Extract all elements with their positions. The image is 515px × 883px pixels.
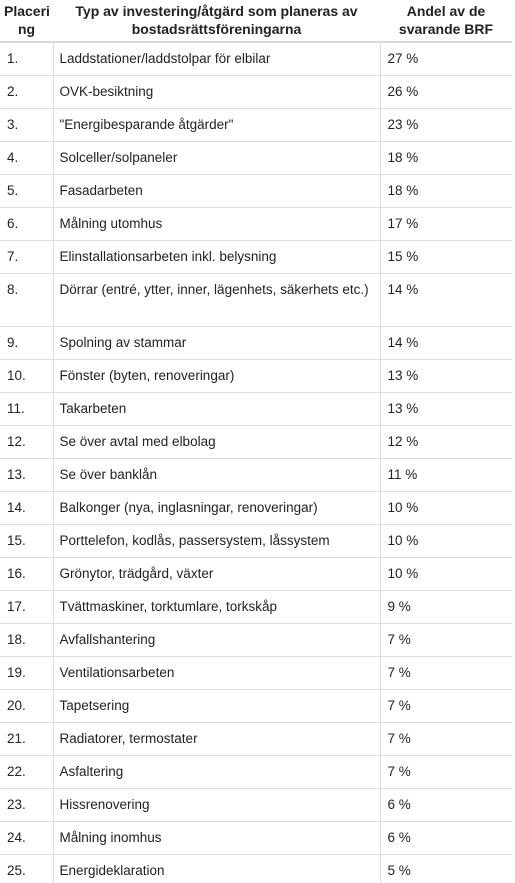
share-cell: 7 % [380,657,512,690]
rank-cell: 11. [0,393,53,426]
type-cell: Målning utomhus [53,208,380,241]
table-row [0,492,512,525]
table-row [0,789,512,822]
share-cell: 17 % [380,208,512,241]
rank-cell: 9. [0,327,53,360]
rank-cell: 24. [0,822,53,855]
rank-cell: 25. [0,855,53,883]
type-cell: Radiatorer, termostater [53,723,380,756]
rank-cell: 14. [0,492,53,525]
share-cell: 7 % [380,690,512,723]
table-row [0,327,512,360]
table-row [0,142,512,175]
table-row [0,558,512,591]
table-row [0,690,512,723]
type-cell: Avfallshantering [53,624,380,657]
rank-cell: 6. [0,208,53,241]
share-cell: 6 % [380,822,512,855]
type-cell: Balkonger (nya, inglasningar, renoveringar) [53,492,380,525]
type-cell: Målning inomhus [53,822,380,855]
table-row [0,723,512,756]
rank-cell: 8. [0,274,53,327]
share-cell: 27 % [380,42,512,76]
table-row [0,42,512,76]
rank-cell: 13. [0,459,53,492]
rank-cell: 10. [0,360,53,393]
type-cell: OVK-besiktning [53,76,380,109]
rank-cell: 5. [0,175,53,208]
type-cell: Dörrar (entré, ytter, inner, lägenhets, säkerhets etc.) [53,274,380,327]
share-cell: 10 % [380,492,512,525]
share-cell: 9 % [380,591,512,624]
share-cell: 7 % [380,723,512,756]
table-row [0,855,512,883]
share-cell: 6 % [380,789,512,822]
share-cell: 13 % [380,393,512,426]
rank-cell: 22. [0,756,53,789]
table-row [0,426,512,459]
rank-cell: 23. [0,789,53,822]
share-cell: 26 % [380,76,512,109]
header-rank: Placeri ng [0,0,53,42]
rank-cell: 1. [0,42,53,76]
share-cell: 15 % [380,241,512,274]
type-cell: Grönytor, trädgård, växter [53,558,380,591]
table-row [0,525,512,558]
rank-cell: 12. [0,426,53,459]
rank-cell: 21. [0,723,53,756]
type-cell: Tapetsering [53,690,380,723]
share-cell: 12 % [380,426,512,459]
type-cell: Spolning av stammar [53,327,380,360]
share-cell: 14 % [380,327,512,360]
share-cell: 14 % [380,274,512,327]
type-cell: "Energibesparande åtgärder" [53,109,380,142]
share-cell: 5 % [380,855,512,883]
table-row [0,657,512,690]
rank-cell: 15. [0,525,53,558]
rank-cell: 7. [0,241,53,274]
rank-cell: 2. [0,76,53,109]
table-row [0,591,512,624]
share-cell: 18 % [380,142,512,175]
table-body [0,42,512,883]
rank-cell: 20. [0,690,53,723]
rank-cell: 4. [0,142,53,175]
header-type: Typ av investering/åtgärd som planeras av bostadsrättsföreningarna [53,0,380,42]
share-cell: 10 % [380,558,512,591]
share-cell: 10 % [380,525,512,558]
header-share: Andel av de svarande BRF [380,0,512,42]
type-cell: Tvättmaskiner, torktumlare, torkskåp [53,591,380,624]
table-row [0,175,512,208]
rank-cell: 19. [0,657,53,690]
type-cell: Ventilationsarbeten [53,657,380,690]
type-cell: Se över banklån [53,459,380,492]
rank-cell: 3. [0,109,53,142]
share-cell: 11 % [380,459,512,492]
table-row [0,393,512,426]
type-cell: Energideklaration [53,855,380,883]
table-row [0,274,512,327]
table-row [0,360,512,393]
share-cell: 13 % [380,360,512,393]
type-cell: Elinstallationsarbeten inkl. belysning [53,241,380,274]
share-cell: 23 % [380,109,512,142]
table-row [0,76,512,109]
table-row [0,241,512,274]
table-row [0,208,512,241]
type-cell: Porttelefon, kodlås, passersystem, låssystem [53,525,380,558]
type-cell: Asfaltering [53,756,380,789]
type-cell: Solceller/solpaneler [53,142,380,175]
type-cell: Fasadarbeten [53,175,380,208]
table-row [0,459,512,492]
share-cell: 18 % [380,175,512,208]
type-cell: Fönster (byten, renoveringar) [53,360,380,393]
table-row [0,822,512,855]
table-header-row [0,0,512,42]
type-cell: Hissrenovering [53,789,380,822]
rank-cell: 18. [0,624,53,657]
table-row [0,624,512,657]
type-cell: Laddstationer/laddstolpar för elbilar [53,42,380,76]
type-cell: Takarbeten [53,393,380,426]
rank-cell: 16. [0,558,53,591]
rank-cell: 17. [0,591,53,624]
type-cell: Se över avtal med elbolag [53,426,380,459]
share-cell: 7 % [380,624,512,657]
table-row [0,109,512,142]
table-row [0,756,512,789]
share-cell: 7 % [380,756,512,789]
